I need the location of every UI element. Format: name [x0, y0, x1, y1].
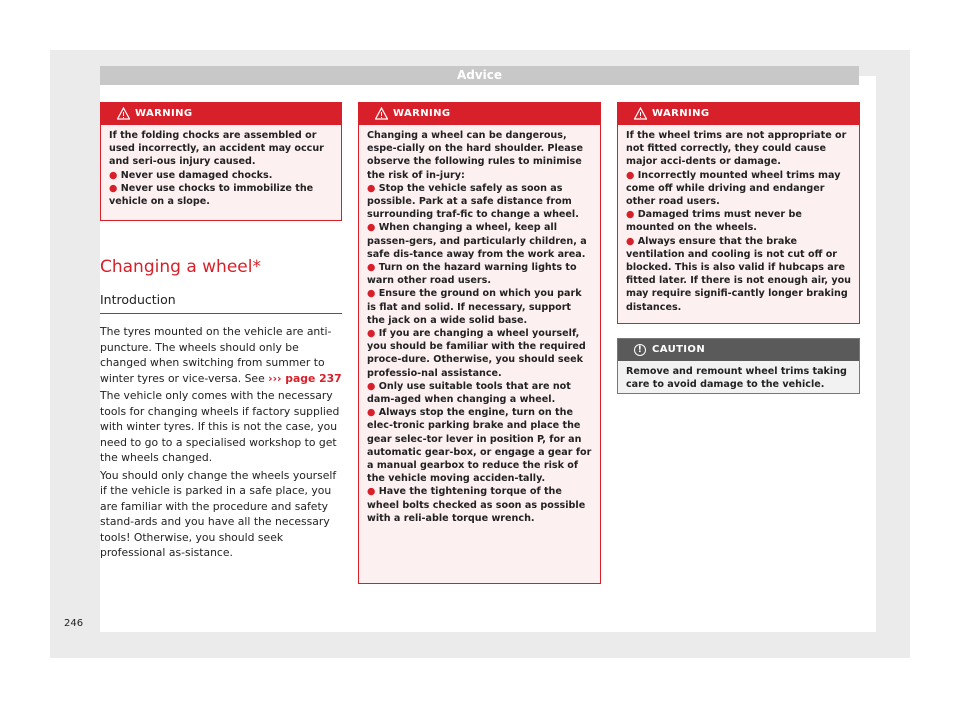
warning-intro: Changing a wheel can be dangerous, espe-cially on the hard shoulder. Please observe the following rules to minimise the risk of in-jury: [367, 130, 583, 181]
warning-header [359, 103, 600, 125]
warning-body [618, 125, 859, 320]
warning-header [618, 103, 859, 125]
warning-body [359, 125, 600, 531]
warning-bullet: ● Never use damaged chocks. [109, 169, 273, 181]
warning-bullet: ● When changing a wheel, keep all passen-gers, and particularly children, a safe dis-tance away from the work area. [367, 222, 587, 260]
warning-triangle-icon [634, 107, 647, 120]
warning-title: WARNING [652, 108, 710, 119]
caution-exclamation-icon: ! [634, 344, 646, 356]
warning-triangle-icon [117, 107, 130, 120]
warning-intro: If the wheel trims are not appropriate or not fitted correctly, they could cause major acci-dents or damage. [626, 130, 847, 168]
section-subtitle: Introduction [100, 292, 176, 307]
caution-box [617, 338, 860, 394]
page-header: Advice [100, 66, 859, 85]
warning-bullet: ● Have the tightening torque of the wheel bolts checked as soon as possible with a reli-able torque wrench. [367, 486, 586, 524]
warning-box-wheel-trims [617, 102, 860, 324]
warning-body [101, 125, 341, 214]
warning-bullet: ● Incorrectly mounted wheel trims may come off while driving and endanger other road users. [626, 169, 841, 208]
warning-box-chocks [100, 102, 342, 221]
paragraph: You should only change the wheels yourself if the vehicle is parked in a safe place, you are familiar with the procedure and safety stand-ards and you have all the necessary tools! Otherwise, you should seek professional as-sistance. [100, 468, 337, 559]
warning-bullet: ● Always stop the engine, turn on the elec-tronic parking brake and place the gear selec-tor lever in position P, for an automatic gear-box, or engage a gear for a manual gearbox to reduce the risk of the vehicle moving acciden-tally. [367, 407, 592, 485]
paragraph: The vehicle only comes with the necessary tools for changing wheels if factory supplied with winter tyres. If this is not the case, you need to go to a specialised workshop to get the wheels changed. [100, 389, 340, 464]
warning-bullet: ● Turn on the hazard warning lights to warn other road users. [367, 262, 577, 287]
warning-bullet: ● Only use suitable tools that are not dam-aged when changing a wheel. [367, 380, 571, 406]
warning-box-changing-wheel [358, 102, 601, 584]
warning-bullet: ● If you are changing a wheel yourself, you should be familiar with the required proce-dure. Otherwise, you should seek professio-nal assistance. [367, 328, 586, 379]
warning-title: WARNING [135, 108, 193, 119]
warning-bullet: ● Never use chocks to immobilize the vehicle on a slope. [109, 182, 314, 208]
warning-title: WARNING [393, 108, 451, 119]
warning-bullet: ● Ensure the ground on which you park is flat and solid. If necessary, support the jack on a wide solid base. [367, 288, 582, 326]
page-number: 246 [64, 618, 84, 629]
section-body [100, 324, 345, 563]
caution-body: Remove and remount wheel trims taking care to avoid damage to the vehicle. [626, 366, 847, 391]
section-title: Changing a wheel* [100, 257, 261, 277]
paragraph: The tyres mounted on the vehicle are anti-puncture. The wheels should only be changed when switching from summer to winter tyres or vice-versa. See ››› page 237 [100, 325, 342, 385]
warning-bullet: ● Stop the vehicle safely as soon as possible. Park at a safe distance from surrounding traf-fic to change a wheel. [367, 182, 579, 221]
warning-triangle-icon [375, 107, 388, 120]
warning-bullet: ● Damaged trims must never be mounted on the wheels. [626, 209, 802, 234]
warning-bullet: ● Always ensure that the brake ventilation and cooling is not cut off or blocked. This is also valid if hubcaps are fitted later. If there is not enough air, you may require signifi-cantly longer braking distances. [626, 235, 852, 313]
section-divider [100, 313, 342, 314]
caution-header [618, 339, 859, 361]
page-reference-link[interactable]: ››› page 237 [268, 371, 342, 385]
warning-header [101, 103, 341, 125]
warning-intro: If the folding chocks are assembled or used incorrectly, an accident may occur and seri-ous injury caused. [109, 130, 324, 168]
caution-title: CAUTION [652, 344, 706, 355]
